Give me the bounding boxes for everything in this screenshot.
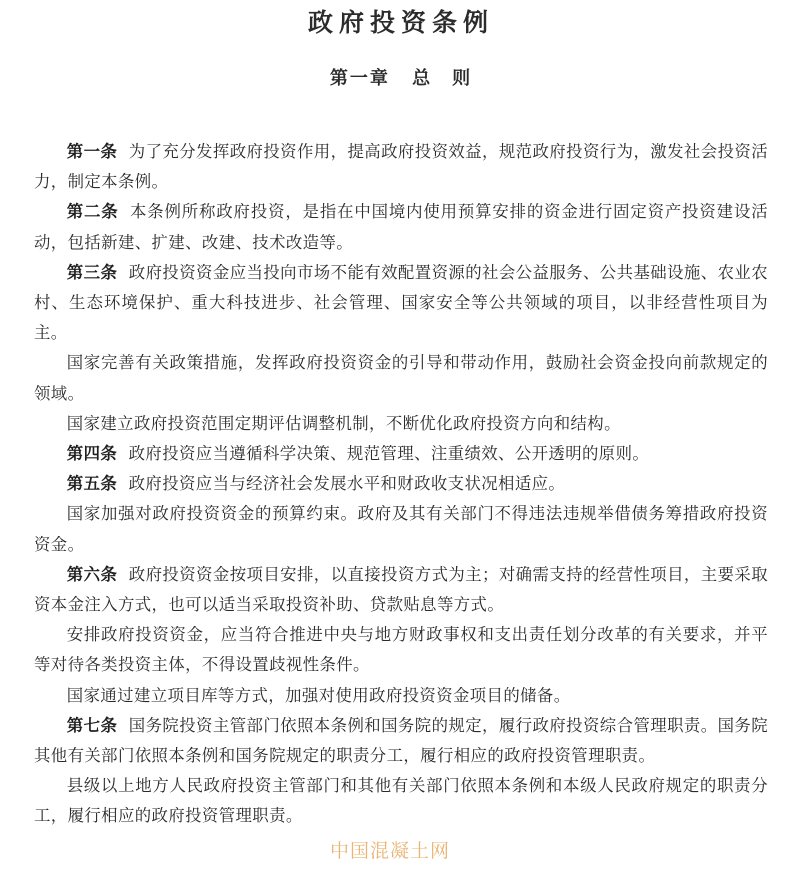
article-paragraph <box>34 711 768 771</box>
article-number: 第六条 <box>66 564 118 584</box>
paragraph-text: 政府投资资金应当投向市场不能有效配置资源的社会公益服务、公共基础设施、农业农村、生态环境保护、重大科技进步、社会管理、国家安全等公共领域的项目，以非经营性项目为主。 <box>34 262 769 343</box>
paragraph <box>34 771 768 831</box>
paragraph <box>34 499 768 559</box>
paragraph-text: 国家完善有关政策措施，发挥政府投资资金的引导和带动作用，鼓励社会资金投向前款规定的领域。 <box>34 353 768 403</box>
article-number: 第三条 <box>66 262 118 282</box>
paragraph <box>34 681 768 711</box>
article-number: 第七条 <box>66 715 118 735</box>
document-body <box>34 137 768 832</box>
article-number: 第四条 <box>66 444 118 464</box>
paragraph <box>34 348 768 408</box>
paragraph-text: 县级以上地方人民政府投资主管部门和其他有关部门依照本条例和本级人民政府规定的职责分工，履行相应的政府投资管理职责。 <box>34 776 768 826</box>
paragraph-text: 为了充分发挥政府投资作用，提高政府投资效益，规范政府投资行为，激发社会投资活力，制定本条例。 <box>34 142 769 192</box>
article-paragraph <box>34 137 768 197</box>
paragraph-text: 政府投资资金按项目安排，以直接投资方式为主；对确需支持的经营性项目，主要采取资本金注入方式，也可以适当采取投资补助、贷款贴息等方式。 <box>34 564 769 615</box>
article-paragraph <box>34 258 768 349</box>
article-paragraph <box>34 560 768 620</box>
site-watermark: 中国混凝土网 <box>330 840 451 862</box>
article-paragraph <box>34 197 768 257</box>
article-paragraph <box>34 469 768 499</box>
chapter-title: 第一章 总 则 <box>329 68 473 89</box>
paragraph-text: 政府投资应当与经济社会发展水平和财政收支状况相适应。 <box>128 474 566 494</box>
article-number: 第五条 <box>66 474 118 494</box>
paragraph-text: 政府投资应当遵循科学决策、规范管理、注重绩效、公开透明的原则。 <box>128 444 650 464</box>
paragraph-text: 国家通过建立项目库等方式，加强对使用政府投资资金项目的储备。 <box>66 685 571 705</box>
paragraph-text: 国家加强对政府投资资金的预算约束。政府及其有关部门不得违法违规举借债务筹措政府投资资金。 <box>34 504 768 554</box>
paragraph-text: 安排政府投资资金，应当符合推进中央与地方财政事权和支出责任划分改革的有关要求，并平等对待各类投资主体，不得设置歧视性条件。 <box>34 625 768 675</box>
article-number: 第一条 <box>66 142 118 161</box>
paragraph-text: 国务院投资主管部门依照本条例和国务院的规定，履行政府投资综合管理职责。国务院其他有关部门依照本条例和国务院规定的职责分工，履行相应的政府投资管理职责。 <box>34 715 769 766</box>
article-number: 第二条 <box>66 202 119 222</box>
document-title: 政府投资条例 <box>307 8 494 37</box>
paragraph-text: 本条例所称政府投资，是指在中国境内使用预算安排的资金进行固定资产投资建设活动，包括新建、扩建、改建、技术改造等。 <box>34 202 768 252</box>
paragraph <box>34 409 768 439</box>
paragraph <box>34 620 768 680</box>
article-paragraph <box>34 439 768 469</box>
paragraph-text: 国家建立政府投资范围定期评估调整机制，不断优化政府投资方向和结构。 <box>66 413 621 433</box>
